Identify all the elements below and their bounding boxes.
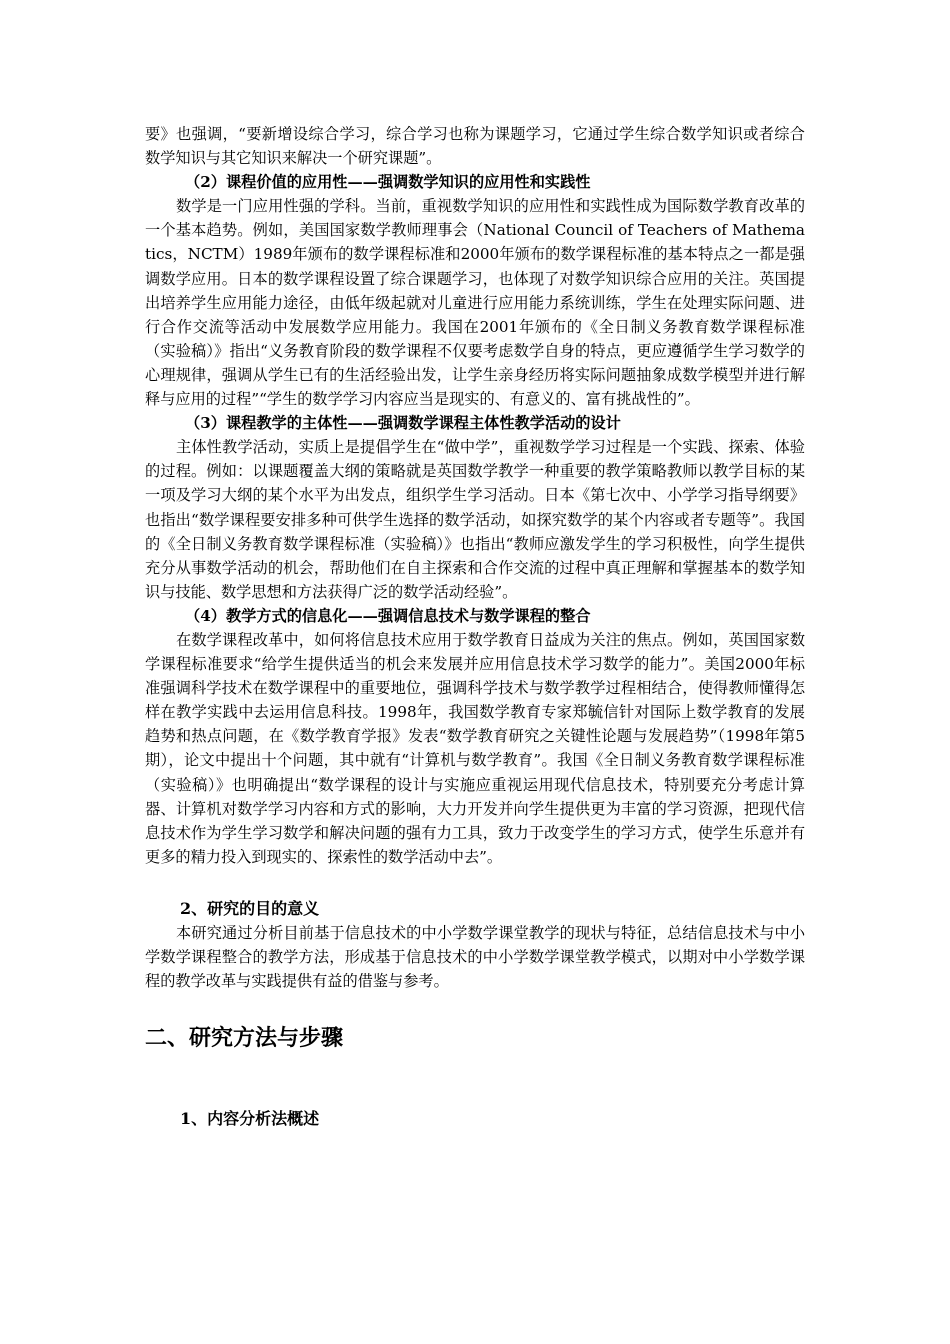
paragraph-informatization: 在数学课程改革中，如何将信息技术应用于数学教育日益成为关注的焦点。例如，英国国家数学课程标准要求“给学生提供适当的机会来发展并应用信息技术学习数学的能力”。美国2000年标准强调科学技术在数学课程中的重要地位，强调科学技术与数学教学过程相结合，使得教师懂得怎样在教学实践中去运用信息科技。1998年，我国数学教育专家郑毓信针对国际上数学教育的发展趋势和热点问题，在《数学教育学报》发表“数学教育研究之关键性论题与发展趋势”（1998年第5期），论文中提出十个问题，其中就有“计算机与数学教育”。我国《全日制义务教育数学课程标准（实验稿）》也明确提出“数学课程的设计与实施应重视运用现代信息技术，特别要充分考虑计算器、计算机对数学学习内容和方式的影响，大力开发并向学生提供更为丰富的学习资源，把现代信息技术作为学生学习数学和解决问题的强有力工具，致力于改变学生的学习方式，使学生乐意并有更多的精力投入到现实的、探索性的数学活动中去”。 — [145, 630, 805, 866]
spacer — [145, 869, 805, 897]
paragraph-research-purpose: 本研究通过分析目前基于信息技术的中小学数学课堂教学的现状与特征，总结信息技术与中小学数学课程整合的教学方法，形成基于信息技术的中小学数学课堂教学模式，以期对中小学数学课程的教学改革与实践提供有益的借鉴与参考。 — [145, 923, 805, 991]
subheading-application: （2）课程价值的应用性——强调数学知识的应用性和实践性 — [185, 173, 591, 192]
spacer — [145, 993, 805, 1023]
subheading-subjectivity: （3）课程教学的主体性——强调数学课程主体性教学活动的设计 — [185, 414, 621, 433]
paragraph-intro: 要》也强调，“要新增设综合学习，综合学习也称为课题学习，它通过学生综合数学知识或者综合数学知识与其它知识来解决一个研究课题”。 — [145, 125, 805, 168]
document-page — [145, 122, 805, 1131]
heading-research-purpose: 2、研究的目的意义 — [180, 898, 320, 918]
paragraph-subjectivity: 主体性教学活动，实质上是提倡学生在“做中学”，重视数学学习过程是一个实践、探索、体验的过程。例如：以课题覆盖大纲的策略就是英国数学教学一种重要的教学策略教师以教学目标的某一项及学习大纲的某个水平为出发点，组织学生学习活动。日本《第七次中、小学学习指导纲要》也指出“数学课程要安排多种可供学生选择的数学活动，如探究数学的某个内容或者专题等”。我国的《全日制义务教育数学课程标准（实验稿）》也指出“教师应激发学生的学习积极性，向学生提供充分从事数学活动的机会，帮助他们在自主探索和合作交流的过程中真正理解和掌握基本的数学知识与技能、数学思想和方法获得广泛的数学活动经验”。 — [145, 438, 805, 601]
heading-research-methods: 二、研究方法与步骤 — [145, 1025, 344, 1052]
heading-content-analysis: 1、内容分析法概述 — [180, 1109, 320, 1129]
paragraph-application: 数学是一门应用性强的学科。当前，重视数学知识的应用性和实践性成为国际数学教育改革的一个基本趋势。例如，美国国家数学教师理事会（National Council of Teachers of Mathematics，NCTM）1989年颁布的数学课程标准和2000年颁布的数学课程标准的基本特点之一都是强调数学应用。日本的数学课程设置了综合课题学习，也体现了对数学知识综合应用的关注。英国提出培养学生应用能力途径，由低年级起就对儿童进行应用能力系统训练，学生在处理实际问题、进行合作交流等活动中发展数学应用能力。我国在2001年颁布的《全日制义务教育数学课程标准（实验稿）》指出“义务教育阶段的数学课程不仅要考虑数学自身的特点，更应遵循学生学习数学的心理规律，强调从学生已有的生活经验出发，让学生亲身经历将实际问题抽象成数学模型并进行解释与应用的过程”“学生的数学学习内容应当是现实的、有意义的、富有挑战性的”。 — [145, 197, 805, 409]
subheading-informatization: （4）教学方式的信息化——强调信息技术与数学课程的整合 — [185, 606, 591, 625]
spacer — [145, 1053, 805, 1107]
